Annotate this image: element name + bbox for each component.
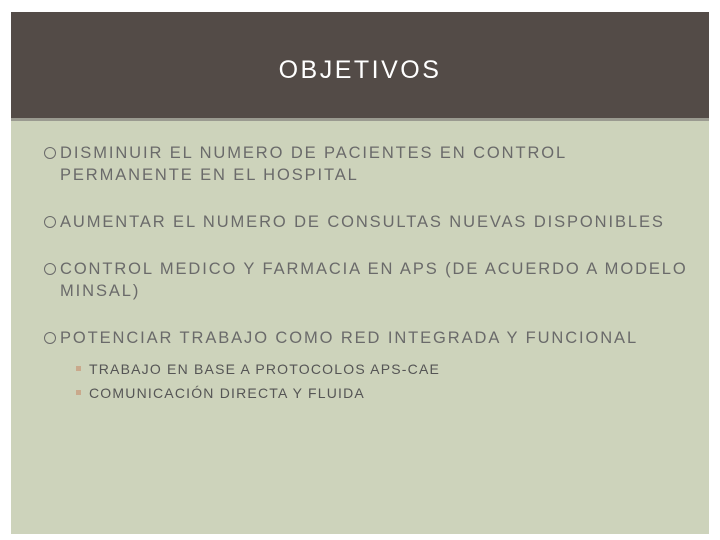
sub-bullet-text: COMUNICACIÓN DIRECTA Y FLUIDA xyxy=(89,385,365,401)
bullet-item xyxy=(47,211,697,233)
circle-bullet-icon xyxy=(44,216,56,228)
sub-bullet-item xyxy=(76,381,697,405)
circle-bullet-icon xyxy=(44,263,56,275)
bullet-item xyxy=(47,142,697,186)
bullet-item xyxy=(47,327,697,405)
bullet-list xyxy=(47,142,697,430)
circle-bullet-icon xyxy=(44,147,56,159)
square-bullet-icon xyxy=(76,390,81,395)
circle-bullet-icon xyxy=(44,332,56,344)
bullet-item xyxy=(47,258,697,302)
bullet-text: CONTROL MEDICO Y FARMACIA EN APS (DE ACUERDO A MODELO MINSAL) xyxy=(60,260,688,300)
title-bar xyxy=(11,12,709,118)
bullet-text: DISMINUIR EL NUMERO DE PACIENTES EN CONTROL PERMANENTE EN EL HOSPITAL xyxy=(60,144,567,184)
bullet-text: POTENCIAR TRABAJO COMO RED INTEGRADA Y FUNCIONAL xyxy=(60,329,639,347)
bullet-text: AUMENTAR EL NUMERO DE CONSULTAS NUEVAS DISPONIBLES xyxy=(60,213,665,231)
header-divider xyxy=(11,118,709,121)
square-bullet-icon xyxy=(76,366,81,371)
sub-bullet-list xyxy=(60,357,697,405)
sub-bullet-item xyxy=(76,357,697,381)
sub-bullet-text: TRABAJO EN BASE A PROTOCOLOS APS-CAE xyxy=(89,361,441,377)
slide-title: OBJETIVOS xyxy=(278,56,442,84)
slide xyxy=(11,12,709,534)
